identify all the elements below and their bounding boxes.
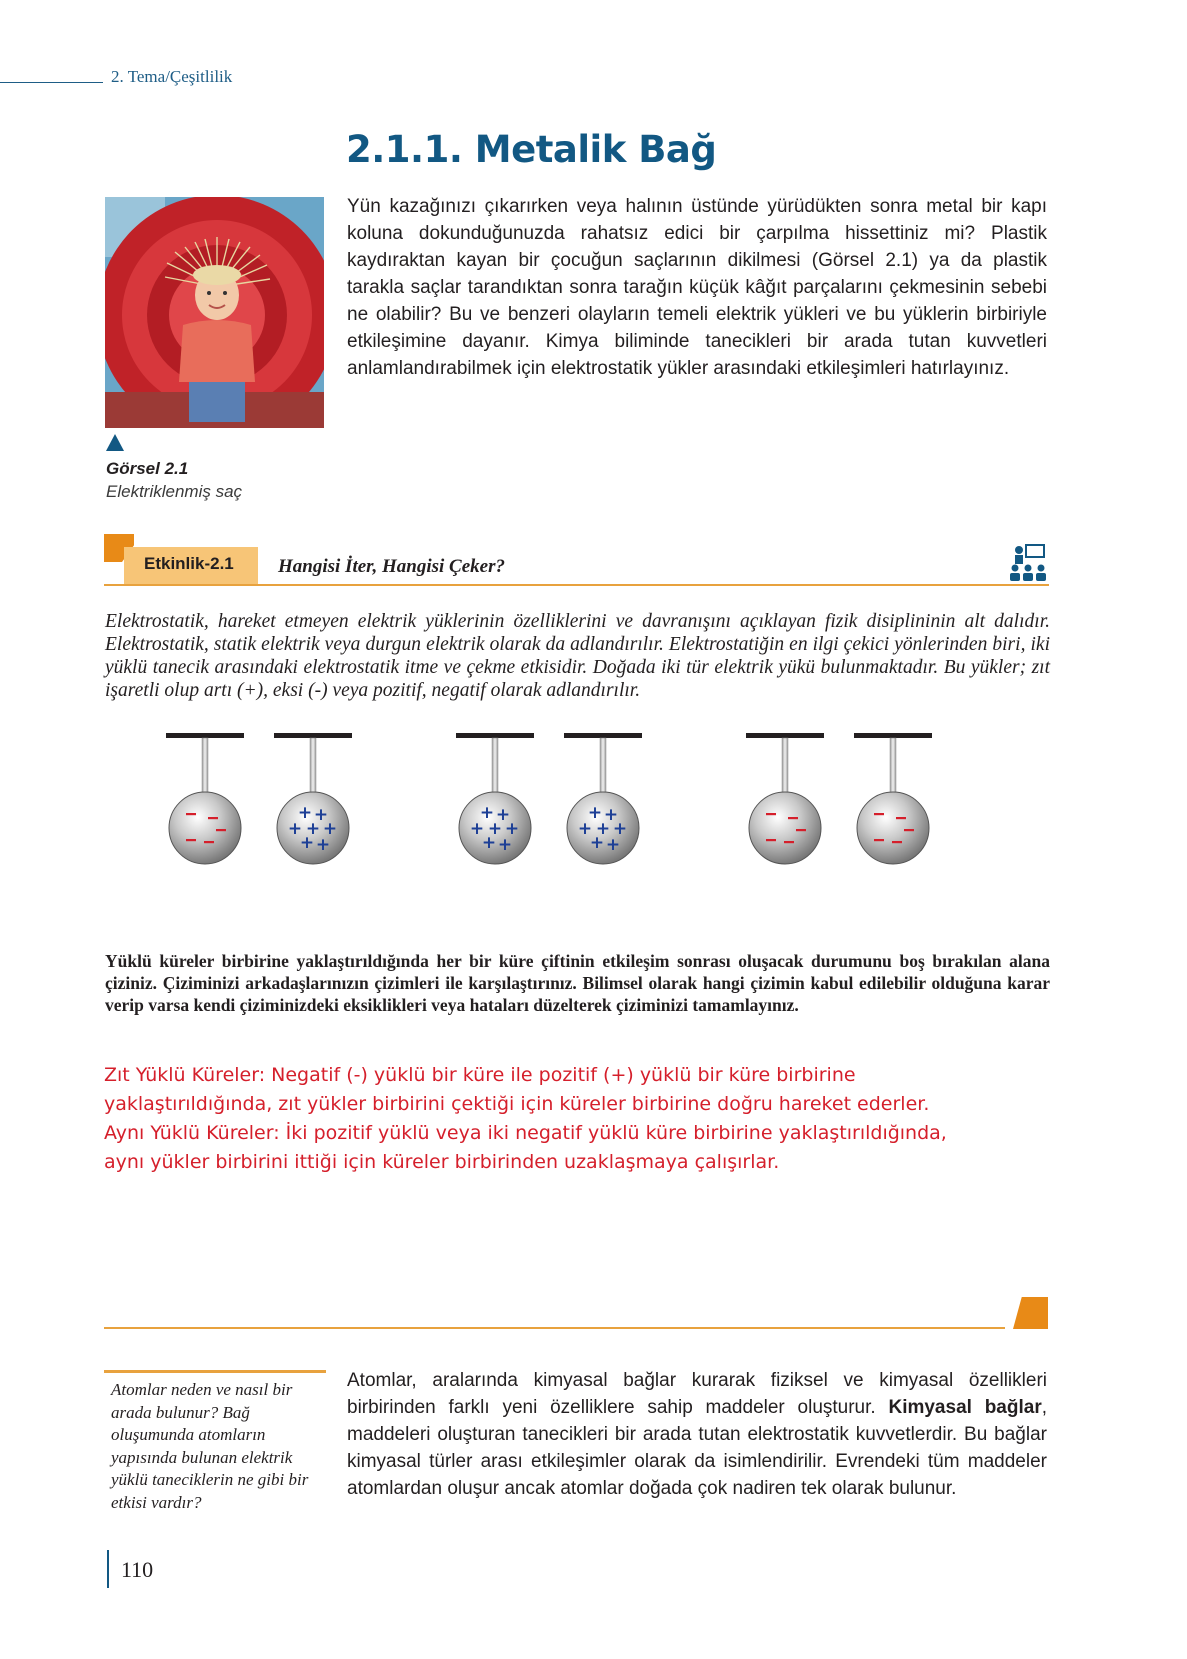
answer-line: yaklaştırıldığında, zıt yükler birbirini çektiği için küreler birbirine doğru hareket ederler.: [104, 1093, 930, 1115]
plus-sign: +: [315, 835, 331, 855]
support-bar: [166, 733, 244, 738]
plus-sign: +: [305, 819, 321, 839]
charged-sphere-positive: [274, 733, 352, 864]
header-rule: [0, 82, 103, 83]
charged-sphere-negative: [166, 733, 244, 864]
activity-label: Etkinlik-2.1: [144, 554, 234, 573]
plus-sign: +: [605, 835, 621, 855]
activity-description: Elektrostatik, hareket etmeyen elektrik yüklerinin özelliklerini ve davranışını açıklayan fizik disiplininin alt dalıdır. Elektrostatik, statik elektrik veya durgun elektrik olarak da adlandırılır. Elektrostatiğin en ilgi çekici yönlerinden biri, iki yüklü tanecik arasındaki elektrostatik itme ve çekme etkisidir. Doğada iki tür elektrik yükü bulunmaktadır. Bu yükler; zıt işaretli olup artı (+), eksi (-) veya pozitif, negatif olarak adlandırılır.: [105, 611, 1050, 701]
charged-sphere-positive: [456, 733, 534, 864]
support-bar: [854, 733, 932, 738]
plus-sign: +: [589, 833, 605, 853]
body-text: Atomlar, aralarında kimyasal bağlar kurarak fiziksel ve kimyasal özellikleri birbirinden farklı yeni özelliklere sahip maddeler oluşturur.: [347, 1370, 1047, 1418]
plus-sign: +: [299, 833, 315, 853]
group-work-icon: [1008, 543, 1048, 583]
activity-instructions: Yüklü küreler birbirine yaklaştırıldığında her bir küre çiftinin etkileşim sonrası oluşacak durumunu boş bırakılan alana çiziniz. Çiziminizi arkadaşlarınızın çizimleri ile karşılaştırınız. Bilimsel olarak hangi çizimin kabul edilebilir olduğuna karar verip varsa kendi çiziminizdeki eksiklikleri veya hataları düzelterek çiziminizi tamamlayınız.: [105, 951, 1050, 1015]
plus-sign: +: [322, 819, 338, 839]
figure-photo-electrified-hair: [105, 197, 324, 428]
plus-sign: +: [469, 819, 485, 839]
sphere-rod: [782, 738, 788, 796]
minus-sign: [788, 817, 798, 819]
sphere-ball: [749, 792, 821, 864]
sphere-rod: [492, 738, 498, 796]
intro-paragraph: Yün kazağınızı çıkarırken veya halının üstünde yürüdükten sonra metal bir kapı koluna dokunduğunuzda rahatsız edici bir çarpılma hissettiniz mi? Plastik kaydıraktan kayan bir çocuğun saçlarının dikilmesi (Görsel 2.1) ya da plastik tarakla saçlar tarandıktan sonra tarağın küçük kâğıt parçalarını çekmesinin sebebi ne olabilir? Bu ve benzeri olayların temeli elektrik yükleri ve bu yüklerin birbiriyle etkileşimine dayanır. Kimya biliminde tanecikleri bir arada tutan kuvvetleri anlamlandırabilmek için elektrostatik yükler arasındaki etkileşimleri hatırlayınız.: [347, 196, 1047, 379]
plus-sign: +: [603, 805, 619, 825]
sphere-rod: [310, 738, 316, 796]
page-number-rule: [107, 1550, 109, 1588]
minus-sign: [796, 829, 806, 831]
charged-sphere-negative: [854, 733, 932, 864]
support-bar: [564, 733, 642, 738]
charged-sphere-negative: [746, 733, 824, 864]
side-question: Atomlar neden ve nasıl bir arada bulunur? Bağ oluşumunda atomların yapısında bulunan elektrik yüklü taneciklerin ne gibi bir etkisi vardır?: [111, 1380, 309, 1512]
support-bar: [274, 733, 352, 738]
plus-sign: +: [587, 803, 603, 823]
side-question-rule: [104, 1370, 326, 1373]
minus-sign: [896, 817, 906, 819]
minus-sign: [186, 813, 196, 815]
plus-sign: +: [287, 819, 303, 839]
plus-sign: +: [297, 803, 313, 823]
plus-sign: +: [577, 819, 593, 839]
answer-line: aynı yükler birbirini ittiği için küreler birbirinden uzaklaşmaya çalışırlar.: [104, 1151, 780, 1173]
minus-sign: [216, 829, 226, 831]
section-separator: [104, 1327, 1005, 1329]
activity-title: Hangisi İter, Hangisi Çeker?: [278, 556, 505, 577]
sphere-rod: [202, 738, 208, 796]
plus-sign: +: [481, 833, 497, 853]
plus-sign: +: [479, 803, 495, 823]
handwritten-answer: [104, 1061, 1064, 1177]
minus-sign: [186, 839, 196, 841]
plus-sign: +: [612, 819, 628, 839]
plus-sign: +: [487, 819, 503, 839]
sphere-rod: [890, 738, 896, 796]
minus-sign: [892, 841, 902, 843]
minus-sign: [874, 813, 884, 815]
term-chemical-bonds: Kimyasal bağlar: [888, 1397, 1042, 1418]
support-bar: [456, 733, 534, 738]
body-paragraph: [347, 1367, 1047, 1502]
answer-line: Aynı Yüklü Küreler: İki pozitif yüklü veya iki negatif yüklü küre birbirine yaklaştırıldığında,: [104, 1122, 947, 1144]
page-title: 2.1.1. Metalik Bağ: [346, 128, 717, 171]
caption-marker-icon: [106, 434, 124, 451]
activity-rule: [104, 584, 1049, 586]
minus-sign: [784, 841, 794, 843]
figure-caption: Elektriklenmiş saç: [106, 482, 243, 501]
minus-sign: [874, 839, 884, 841]
body-text: , maddeleri oluşturan tanecikleri bir arada tutan elektrostatik kuvvetlerdir. Bu bağlar kimyasal türler arası etkileşimler olarak da isimlendirilir. Evrendeki tüm maddeler atomlardan oluşur ancak atomlar doğada çok nadiren tek olarak bulunur.: [347, 1397, 1047, 1499]
plus-sign: +: [504, 819, 520, 839]
charged-sphere-positive: [564, 733, 642, 864]
minus-sign: [204, 841, 214, 843]
figure-label: Görsel 2.1: [106, 459, 189, 478]
page-number: 110: [121, 1557, 154, 1582]
sphere-ball: [857, 792, 929, 864]
plus-sign: +: [595, 819, 611, 839]
support-bar: [746, 733, 824, 738]
minus-sign: [208, 817, 218, 819]
separator-corner-mark: [1013, 1297, 1048, 1329]
plus-sign: +: [495, 805, 511, 825]
minus-sign: [766, 839, 776, 841]
sphere-ball: [169, 792, 241, 864]
answer-line: Zıt Yüklü Küreler: Negatif (-) yüklü bir küre ile pozitif (+) yüklü bir küre birbirine: [104, 1064, 856, 1086]
charged-spheres-diagram: [160, 733, 1010, 923]
sphere-rod: [600, 738, 606, 796]
minus-sign: [766, 813, 776, 815]
plus-sign: +: [313, 805, 329, 825]
minus-sign: [904, 829, 914, 831]
plus-sign: +: [497, 835, 513, 855]
section-header: 2. Tema/Çeşitlilik: [111, 67, 233, 86]
